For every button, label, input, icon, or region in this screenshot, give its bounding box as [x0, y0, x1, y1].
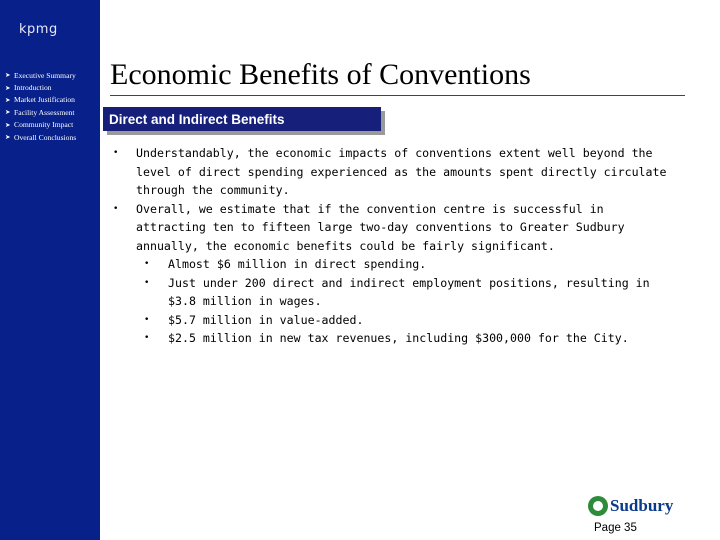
sudbury-emblem-icon [588, 496, 608, 516]
bullet-item: • Overall, we estimate that if the convention centre is successful in attracting ten to fifteen large two-day conventions to Greater Sudbury annually, the economic benefits could be fairly significant. [113, 201, 625, 253]
nav-item-community-impact[interactable]: ➤ Community Impact [5, 120, 74, 130]
brand-name: Sudbury [610, 496, 674, 515]
nav-item-facility-assessment[interactable]: ➤ Facility Assessment [5, 107, 75, 117]
arrow-right-icon: ➤ [5, 84, 11, 92]
arrow-right-icon: ➤ [5, 96, 11, 104]
sub-bullet-item: • Just under 200 direct and indirect employment positions, resulting in $3.8 million in wages. [144, 275, 650, 308]
sudbury-logo [588, 496, 673, 516]
sub-bullet-item: • Almost $6 million in direct spending. [113, 255, 678, 274]
page-number: Page 35 [594, 522, 637, 534]
sidebar [0, 0, 100, 540]
arrow-right-icon: ➤ [5, 72, 11, 80]
nav-item-market-justification[interactable]: ➤ Market Justification [5, 95, 75, 105]
section-header: Direct and Indirect Benefits [103, 107, 381, 131]
arrow-right-icon: ➤ [5, 109, 11, 117]
bullet-dot-icon: • [144, 333, 150, 343]
sub-bullet-item: • $2.5 million in new tax revenues, including $300,000 for the City. [113, 329, 678, 348]
nav-item-overall-conclusions[interactable]: ➤ Overall Conclusions [5, 132, 77, 142]
title-divider [110, 95, 685, 96]
bullet-dot-icon: • [144, 259, 150, 269]
bullet-dot-icon: • [144, 277, 150, 288]
bullet-dot-icon: • [113, 148, 119, 158]
sub-bullet-item: • $5.7 million in value-added. [113, 311, 678, 330]
bullet-dot-icon: • [144, 314, 150, 325]
slide-title: Economic Benefits of Conventions [110, 58, 531, 91]
slide-content [113, 144, 678, 348]
kpmg-logo: kpmg [19, 22, 58, 37]
arrow-right-icon: ➤ [5, 121, 11, 129]
arrow-right-icon: ➤ [5, 134, 11, 142]
nav-item-introduction[interactable]: ➤ Introduction [5, 83, 52, 93]
bullet-item: • Understandably, the economic impacts of conventions extent well beyond the level of direct spending experienced as the amounts spent directly circulate through the community. [113, 146, 667, 197]
sidebar-nav [5, 69, 76, 143]
nav-item-executive-summary[interactable]: ➤ Executive Summary [5, 70, 76, 80]
bullet-dot-icon: • [113, 203, 119, 214]
